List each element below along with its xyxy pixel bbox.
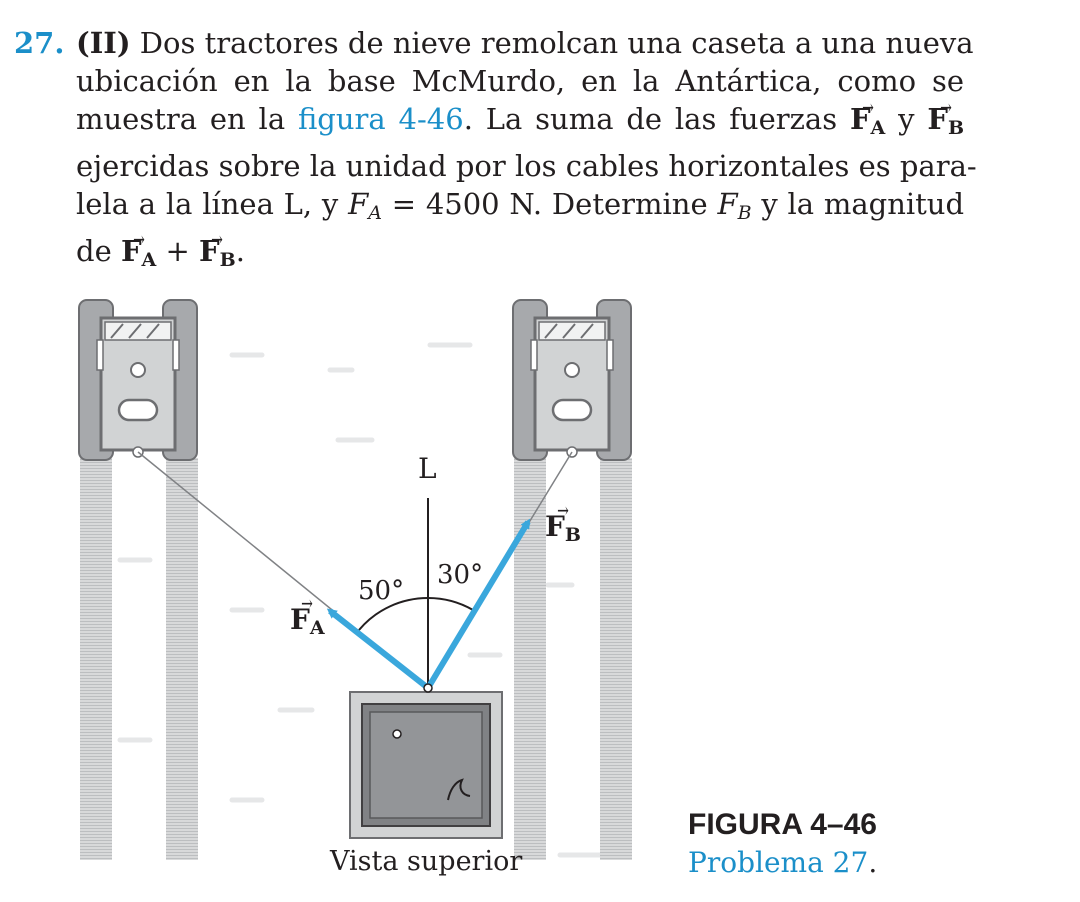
force-b-letter: F [545,510,565,543]
force-b-vector [545,510,581,546]
tractor-left [79,300,197,460]
problem-line-2: ubicación en la base McMurdo, en la Antártica, como se [76,64,964,98]
problem-text-6a: de [76,234,112,268]
vector-arrow-fa [330,611,428,688]
angle-b-label: 30° [437,560,484,590]
angle-a-label: 50° [358,576,405,606]
force-a-letter: F [290,603,310,636]
force-a-vector [290,603,325,639]
magnitude-fb-sub: B [737,202,752,224]
angle-arc-b [428,598,473,610]
force-b-label [545,510,581,546]
vector-fb-sum-sub: B [219,249,236,271]
figure-link[interactable]: figura 4-46 [297,102,464,136]
figure-problem-ref [688,846,877,879]
vector-fa-sum-sub: A [141,249,157,271]
plus-sign: + [165,234,190,268]
vector-fa-sub: A [870,117,886,139]
force-a-label [290,603,325,639]
tractor-right [513,300,631,460]
figure-label: FIGURA 4–46 [688,808,877,841]
vector-fb-letter: F [927,102,948,136]
problem-level: (II) [76,26,131,60]
problem-text-3a: muestra en la [76,102,298,136]
problem-text-5b: = 4500 N. Determine [391,187,718,221]
hitch-point [424,684,432,692]
magnitude-fa-letter: F [348,187,369,221]
vector-fb-sum-letter: F [199,234,220,268]
problem-text-1: Dos tractores de nieve remolcan una caseta a una nueva [139,26,974,60]
force-b-sub: B [564,524,581,546]
figure-problem-ref-dot: . [868,846,878,879]
figure-problem-ref-text[interactable]: Problema 27 [688,846,869,879]
vector-fa-letter: F [849,102,871,136]
magnitude-fb-letter: F [717,187,738,221]
vector-fa-sum-letter: F [120,234,142,268]
vector-fb-sub: B [947,117,965,139]
problem-period: . [235,234,245,268]
conj-y: y [898,102,915,136]
force-a-sub: A [309,617,325,639]
problem-line-4: ejercidas sobre la unidad por los cables horizontales es para- [76,149,977,183]
figure-caption: Vista superior [330,846,523,877]
shed [350,692,502,838]
problem-text-3b: . La suma de las fuerzas [463,102,850,136]
magnitude-fa-sub: A [368,202,382,224]
line-l-label: L [418,452,437,485]
problem-text-5a: lela a la línea L, y [76,187,349,221]
problem-number: 27. [14,26,65,60]
vector-arrow-fb [428,522,528,688]
problem-text-5c: y la magnitud [761,187,965,221]
